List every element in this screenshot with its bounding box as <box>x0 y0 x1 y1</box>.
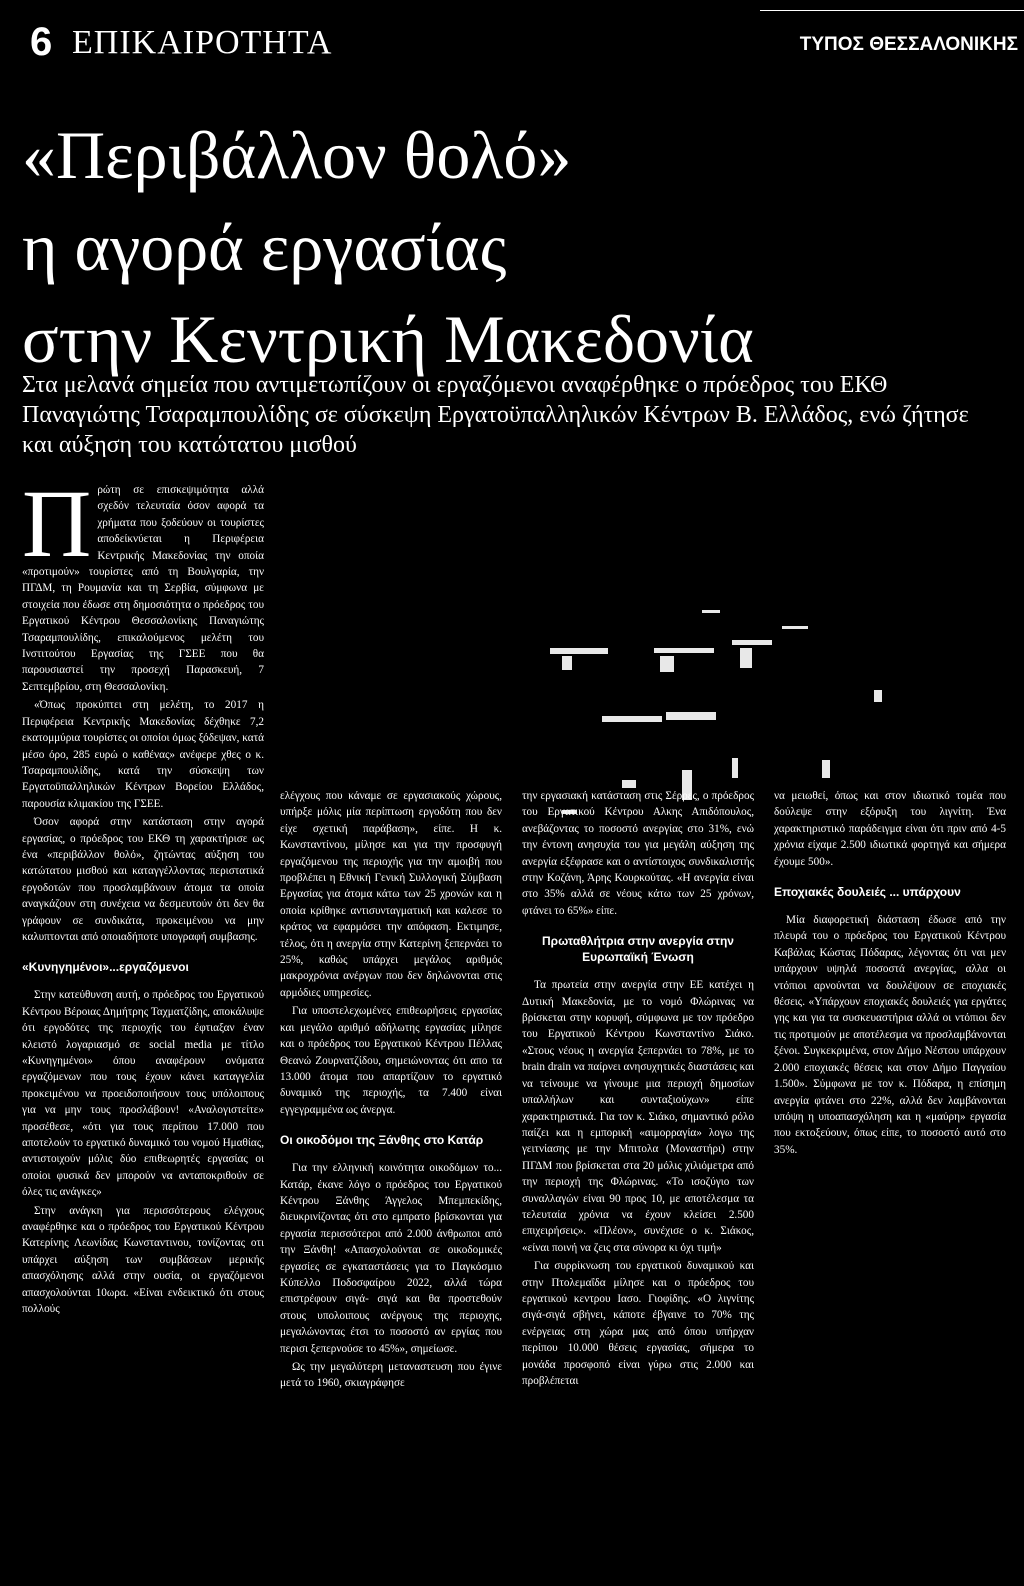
article-area <box>0 95 1024 1586</box>
page-number: 6 <box>30 20 53 64</box>
headline-line-2: η αγορά εργασίας <box>22 209 507 285</box>
subheading: Οι οικοδόμοι της Ξάνθης στο Κατάρ <box>280 1133 484 1148</box>
subheading: Πρωταθλήτρια στην ανεργία στην Ευρωπαϊκή Ένωση <box>542 934 734 965</box>
column-2 <box>280 788 502 1394</box>
paragraph: Για υποστελεχωμένες επιθεωρήσεις εργασίας και μεγάλο αριθμό αδήλωτης εργασίας μίλησε και ο πρόεδρος του Εργατικού Κέντρου Πέλλας Θεανώ Ζουρνατζίδου, σημειώνοντας ότι απο τα 13.000 άτομα που απαρτίζουν το εργατικό δυναμικό της περιοχής, τα 7.400 είναι εγγεγραμμένα ως άνεργα. <box>280 1005 502 1116</box>
subheading: «Κυνηγημένοι»...εργαζόμενοι <box>22 960 189 975</box>
subheading: Εποχιακές δουλειές ... υπάρχουν <box>774 885 961 900</box>
column-1 <box>22 470 264 1320</box>
column-4 <box>774 788 1006 1160</box>
paragraph: Στην κατεύθυνση αυτή, ο πρόεδρος του Εργατικού Κέντρου Βέροιας Δημήτρης Ταχματζίδης, αποκάλυψε ότι εργοδότες της περιοχής του έφτιαξαν έναν κλειστό λογαριασμό σε social media με τίτλο «Κυνηγημένοι» όπου αναφέρουν ονόματα εργαζόμενων που τους έχουν κάνει καταγγελία προκειμένου να προειδοποιήσουν τους υπόλοιπους για να μην τους προσλάβουν! «Αναλογιστείτε» προσέθεσε, «ότι για τους περίπου 17.000 που αποτελούν το εργατικό δυναμικό του νομού Ημαθίας, αντιστοιχούν μόλις δύο επιθεωρητές εργασίας οι οποίοι φυσικά δεν μπορούν να ανταποκριθούν σε όλες τις ανάγκες» <box>22 989 264 1199</box>
paragraph: ρώτη σε επισκεψιμότητα αλλά σχεδόν τελευταία όσον αφορά τα χρήματα που ξοδεύουν οι τουρίστες αποδείκνύεται η Περιφέρεια Κεντρικής Μακεδονίας την οποία «προτιμούν» τουρίστες από τη Βουλγαρία, την ΠΓΔΜ, τη Ρουμανία και τη Σερβία, σύμφωνα με στοιχεία που έδωσε στη δημοσιότητα ο πρόεδρος του Εργατικού Κέντρου Θεσσαλονίκης Παναγιώτης Τσαραμπουλίδης, επικαλούμενος μελέτη του Ινστιτούτου Εργασίας της ΓΣΕΕ που θα παρουσιαστεί την προσεχή Παρασκευή, 7 Σεπτεμβρίου, στη Θεσσαλονίκη. <box>22 484 264 693</box>
paragraph: Τα πρωτεία στην ανεργία στην ΕΕ κατέχει η Δυτική Μακεδονία, με το νομό Φλώρινας να βρίσκεται στην κορυφή, σύμφωνα με τον πρόεδρο του Εργατικού Κέντρου Κωνσταντίνο Σιάκο. «Στους νέους η ανεργία ξεπερνάει το 78%, με το brain drain να παίρνει ανησυχητικές διαστάσεις και να τείνουμε να γίνουμε μια περιοχή δημοσίων υπαλλήλων και συνταξιούχων» είπε χαρακτηριστικά. Για τον κ. Σιάκο, σημαντικό ρόλο παίζει και η εμπορική «αιμορραγία» λογω της γειτνίασης με την Μπιτολα (Μοναστήρι) στην ΠΓΔΜ που βρίσκεται στα 20 μόλις χιλιόμετρα από την περιοχή της Φλώρινας. «Το ισοζύγιο των συναλλαγών είναι 90 προς 10, με αποτέλεσμα τα τελευταία χρόνια να έχουν κλείσει 2.500 επιχειρήσεις». «Πλέον», συνέχισε ο κ. Σιάκος, «είναι ποινή να ζεις στα σύνορα κι όχι τιμή» <box>522 979 754 1254</box>
headline <box>22 109 1012 385</box>
headline-line-3: στην Κεντρική Μακεδονία <box>22 301 754 377</box>
header-rule <box>760 10 1024 11</box>
paragraph: «Όπως προκύπτει στη μελέτη, το 2017 η Περιφέρεια Κεντρικής Μακεδονίας δέχθηκε 7,2 εκατομμύρια τουρίστες οι οποίοι όμως ξόδεψαν, κατά μέσο όρο, 285 ευρώ ο καθένας» ανέφερε χθες ο κ. Τσαραμπουλίδης, κατά την σύσκεψη των Εργατοϋπαλληλικών Κέντρων Βορείου Ελλάδος, παρουσία κλιμακίου της ΓΣΕΕ. <box>22 699 264 810</box>
headline-line-1: «Περιβάλλον θολό» <box>22 117 572 193</box>
drop-cap: Π <box>22 470 92 577</box>
paragraph: Μία διαφορετική διάσταση έδωσε από την πλευρά του ο πρόεδρος του Εργατικού Κέντρου Καβάλας Κώστας Πόδαρας, λέγοντας ότι ναι μεν υπάρχουν υψηλά ποσοστά ανεργίας, αλλα οι ντόπιοι αρνούνται να δουλέψουν σε εποχιακές θέσεις. «Υπάρχουν εποχιακές δουλειές για εργάτες γης και για τα συσκευαστήρια αλλά οι ντόπιοι δεν τις προτιμούν με αποτέλεσμα να προσλαμβάνονται ξένοι. Συγκεκριμένα, στον Δήμο Νέστου υπάρχουν 2.000 εποχιακές θέσεις και στον Δήμο Παγγαίου 1.500». Σύμφωνα με τον κ. Πόδαρα, η επίσημη ανεργία φτάνει στο 22%, αλλά δεν λαμβάνονται υπόψη η υποαπασχόληση και η «μαύρη» εργασία που εκτοξεύουν, όπως είπε, το ποσοστό αυτό στο 35%. <box>774 914 1006 1156</box>
section-title: ΕΠΙΚΑΙΡΟΤΗΤΑ <box>72 24 333 61</box>
page-header <box>0 0 1024 95</box>
newspaper-name: ΤΥΠΟΣ ΘΕΣΣΑΛΟΝΙΚΗΣ <box>799 34 1018 55</box>
column-3 <box>522 788 754 1391</box>
paragraph: Για συρρίκνωση του εργατικού δυναμικού και στην Πτολεμαΐδα μίλησε και ο πρόεδρος του εργατικού κεντρου Ιασο. Γιοφίδης. «Ο λιγνίτης σιγά-σιγά σβήνει, κάποτε έβγαινε το 70% της ενέργειας στη χώρα μας από όπου υπήρχαν περίπου 10.000 θέσεις εργασίας, σήμερα το μονάδα προσφοπό είναι γύρω στις 2.000 και προβλέπεται <box>522 1260 754 1387</box>
paragraph: Ως την μεγαλύτερη μεταναστευση που έγινε μετά το 1960, σκιαγράφησε <box>280 1361 502 1390</box>
paragraph: Όσον αφορά στην κατάσταση στην αγορά εργασίας, ο πρόεδρος του ΕΚΘ τη χαρακτήρισε ως ένα «περιβάλλον θολό», ζητώντας αύξηση του κατώτατου μισθού και καταγγέλλοντας περιστατικά εργοδοτών που προσλαμβάνουν άτομα τα οποία αναγκάζουν στη συνέχεια να δεσμευτούν ότι δεν θα γράφουν σε συνδικάτα, προκειμένου να μην καλυπτονται από οποιαδήποτε υπογραφή συμβασης. <box>22 816 264 943</box>
paragraph: την εργασιακή κατάσταση στις Σέρρες, ο πρόεδρος του Εργατικού Κέντρου Αλκης Απιδόπουλος, ανεβάζοντας το ποσοστό ανεργίας στο 31%, ενώ την έντονη ανησυχία του για μεγάλη αύξηση της ανεργία εξέφρασε και ο αντίστοιχος συνδικαλιστής στην Κοζάνη, Άρης Κουρκούτας. «Η ανεργία είναι στο 35% αλλά σε νέους κάτω των 25 χρόνων, φτάνει το 65%» είπε. <box>522 790 754 917</box>
paragraph: Για την ελληνική κοινότητα οικοδόμων το... Κατάρ, έκανε λόγο ο πρόεδρος του Εργατικού Κέντρου Ξάνθης Άγγελος Μπεμπεκίδης, διευκρινίζοντας ότι στο εμπρατο βρίσκονται για εργασία περισσότεροι από 2.000 άνθρωποι από την Ξάνθη! «Απασχολούνται σε οικοδομικές εργασίες σε εγκαταστάσεις για το Παγκόσμιο Κύπελλο Ποδοσφαίρου 2022, αλλά τώρα επιστρέφουν σιγά- σιγά και θα προστεθούν στους υπολοιπους ανέργους της περιοχης, μεγαλώνοντας έτσι το ποσοστό αν εργίας που περισι ξεπερνούσε το 45%», σημείωσε. <box>280 1162 502 1355</box>
article-deck: Στα μελανά σημεία που αντιμετωπίζουν οι εργαζόμενοι αναφέρθηκε ο πρόεδρος του ΕΚΘ Παναγιώτης Τσαραμπουλίδης σε σύσκεψη Εργατοϋπαλληλικών Κέντρων Β. Ελλάδος, ενώ ζήτησε και αύξηση του κατώτατου μισθού <box>22 372 969 458</box>
paragraph: Στην ανάγκη για περισσότερους ελέγχους αναφέρθηκε και ο πρόεδρος του Εργατικού Κέντρου Κατερίνης Λεωνίδας Κωνσταντινου, τονίζοντας οτι υπάρχει αύξηση των συμβάσεων μερικής απασχόλησης αλλά στην ουσία, οι εργαζόμενοι απασχολούνται 10ωρα. «Είναι ενδεικτικό ότι στους πολλούς <box>22 1204 264 1316</box>
paragraph: ελέγχους που κάναμε σε εργασιακούς χώρους, υπήρξε μόλις μία περίπτωση εργοδότη που δεν είχε σχετική παράβαση», είπε. Η κ. Κωνσταντίνου, μίλησε και για την προσφυγή εργαζόμενου της περιοχής για την αμοιβή που προβλέπει η Εθνική Γενική Συλλογική Σύμβαση Εργασίας για άτομα κάτω των 25 χρονών και η οποία κρίθηκε αντισυνταγματική και καλεσε το κράτος να εφαρμόσει την απόφαση. Εκτιμησε, τέλος, ότι η ανεργία στην Κατερίνη ξεπερνάει το 25%, καθώς υπάρχει μεγάλος αριθμός μακροχρόνια ανέργων που δεν δηλώνονται στις αρμόδιες υπηρεσίες. <box>280 790 502 999</box>
paragraph: να μειωθεί, όπως και στον ιδιωτικό τομέα που δούλεψε στην εξόρυξη του λιγνίτη. Ένα χαρακτηριστικό παράδειγμα είναι ότι πριν από 4-5 χρόνια είχαμε 2.500 ιδιωτικά φορτηγά και σήμερα έχουμε 500». <box>774 790 1006 868</box>
